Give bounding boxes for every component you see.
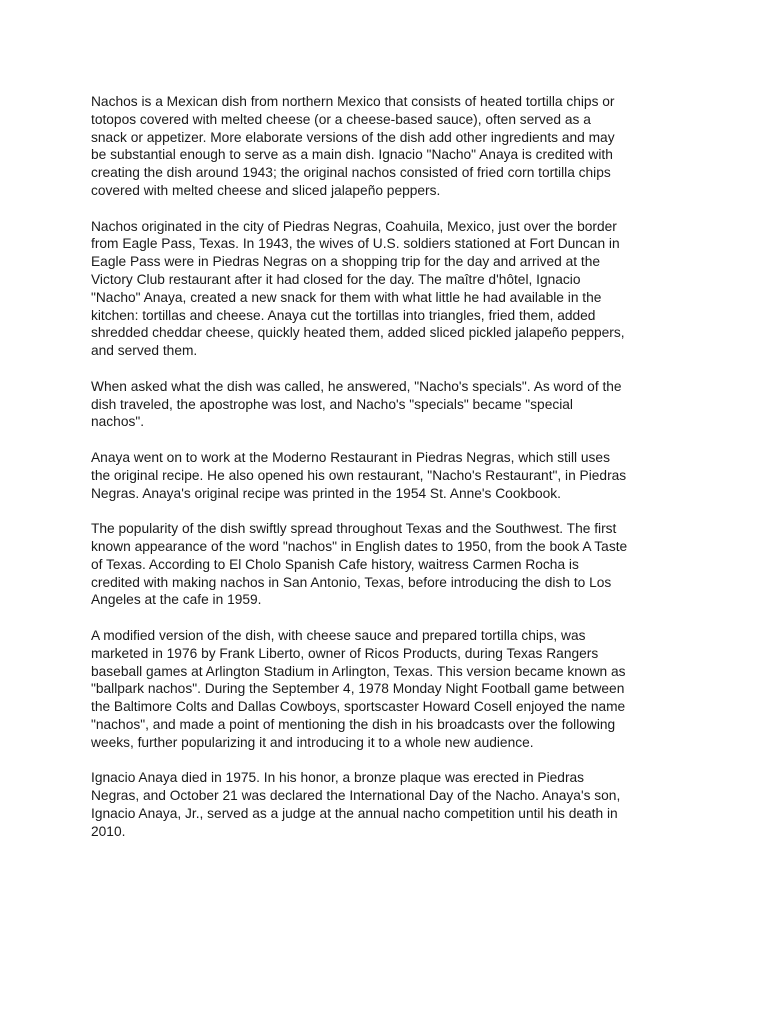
paragraph-moderno-restaurant: Anaya went on to work at the Moderno Restaurant in Piedras Negras, which still uses the original recipe. He also opened his own restaurant, "Nacho's Restaurant", in Piedras Negras. Anaya's original recipe was printed in the 1954 St. Anne's Cookbook.	[91, 449, 627, 501]
paragraph-naming: When asked what the dish was called, he answered, "Nacho's specials". As word of the dish traveled, the apostrophe was lost, and Nacho's "specials" became "special nachos".	[91, 378, 622, 430]
paragraph-ballpark-nachos: A modified version of the dish, with cheese sauce and prepared tortilla chips, was marketed in 1976 by Frank Liberto, owner of Ricos Products, during Texas Rangers baseball games at Arlington Stadium in Arlington, Texas. This version became known as "ballpark nachos". During the September 4, 1978 Monday Night Football game between the Baltimore Colts and Dallas Cowboys, sportscaster Howard Cosell enjoyed the name "nachos", and made a point of mentioning the dish in his broadcasts over the following weeks, further popularizing it and introducing it to a whole new audience.	[91, 627, 626, 750]
document-body	[91, 93, 701, 858]
paragraph-legacy: Ignacio Anaya died in 1975. In his honor, a bronze plaque was erected in Piedras Negras, and October 21 was declared the International Day of the Nacho. Anaya's son, Ignacio Anaya, Jr., served as a judge at the annual nacho competition until his death in 2010.	[91, 770, 621, 839]
paragraph-popularity: The popularity of the dish swiftly spread throughout Texas and the Southwest. The first known appearance of the word "nachos" in English dates to 1950, from the book A Taste of Texas. According to El Cholo Spanish Cafe history, waitress Carmen Rocha is credited with making nachos in San Antonio, Texas, before introducing the dish to Los Angeles at the cafe in 1959.	[91, 521, 628, 608]
paragraph-intro: Nachos is a Mexican dish from northern Mexico that consists of heated tortilla chips or totopos covered with melted cheese (or a cheese-based sauce), often served as a snack or appetizer. More elaborate versions of the dish add other ingredients and may be substantial enough to serve as a main dish. Ignacio "Nacho" Anaya is credited with creating the dish around 1943; the original nachos consisted of fried corn tortilla chips covered with melted cheese and sliced jalapeño peppers.	[91, 94, 615, 198]
paragraph-origin: Nachos originated in the city of Piedras Negras, Coahuila, Mexico, just over the border from Eagle Pass, Texas. In 1943, the wives of U.S. soldiers stationed at Fort Duncan in Eagle Pass were in Piedras Negras on a shopping trip for the day and arrived at the Victory Club restaurant after it had closed for the day. The maître d'hôtel, Ignacio "Nacho" Anaya, created a new snack for them with what little he had available in the kitchen: tortillas and cheese. Anaya cut the tortillas into triangles, fried them, added shredded cheddar cheese, quickly heated them, added sliced pickled jalapeño peppers, and served them.	[91, 218, 625, 359]
